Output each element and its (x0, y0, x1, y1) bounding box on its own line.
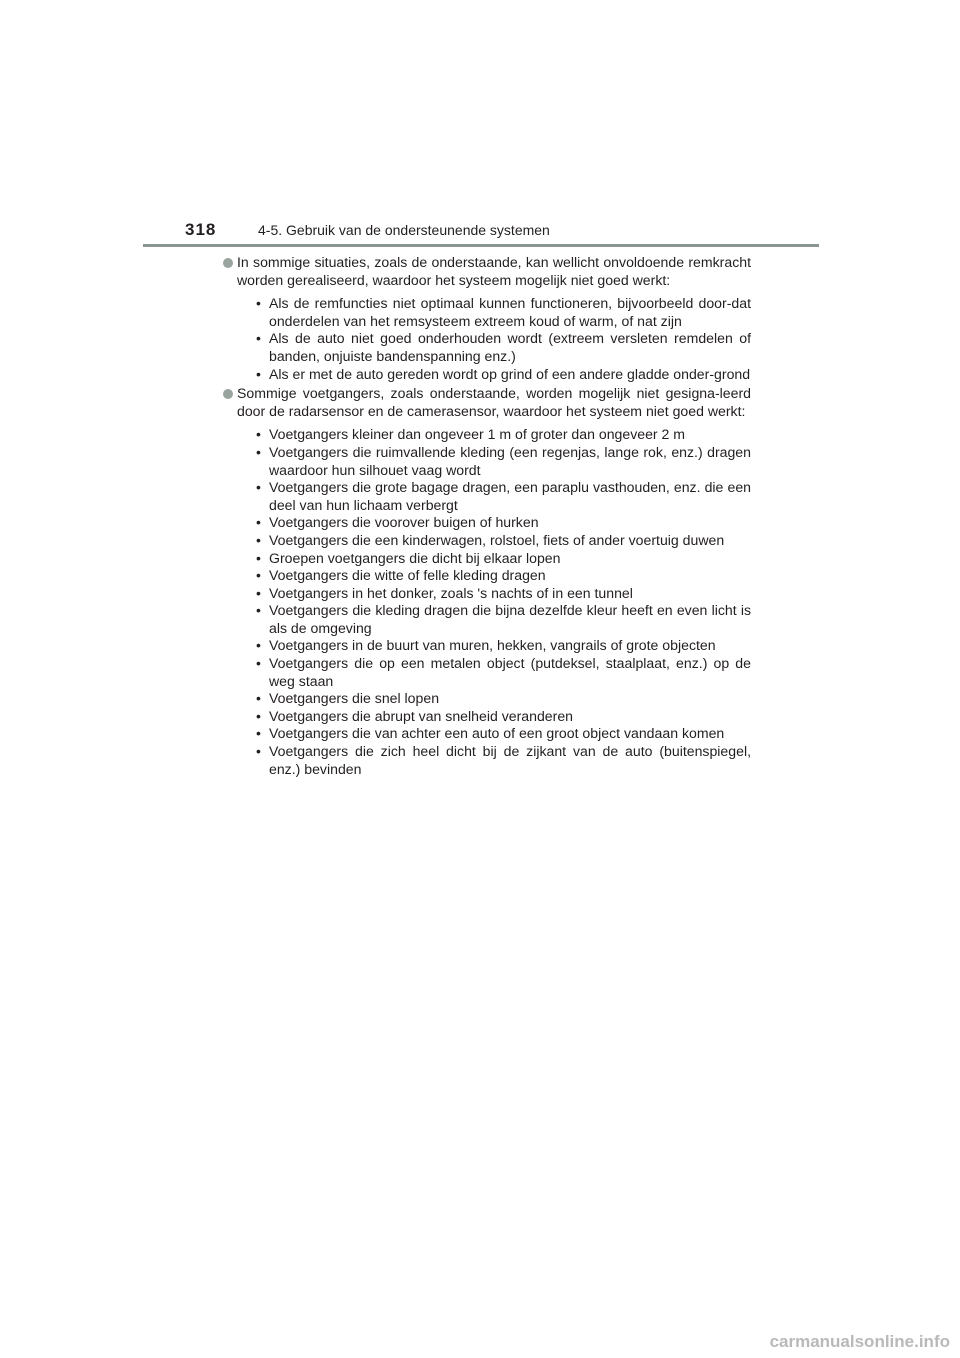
list-item: • Als er met de auto gereden wordt op grind of een andere gladde onder-grond (256, 365, 751, 382)
list-item: • Als de remfuncties niet optimaal kunnen functioneren, bijvoorbeeld door-dat onderdelen van het remsysteem extreem koud of warm, of nat zijn (256, 295, 751, 329)
watermark: carmanualsonline.info (769, 1332, 950, 1351)
block-text: In sommige situaties, zoals de onderstaande, kan wellicht onvoldoende remkracht worden gerealiseerd, waardoor het systeem mogelijk niet goed werkt: (237, 254, 751, 288)
list-item: • Voetgangers in het donker, zoals 's nachts of in een tunnel (256, 584, 633, 601)
content (221, 254, 751, 780)
list-item: • Als de auto niet goed onderhouden wordt (extreem versleten remdelen of banden, onjuiste bandenspanning enz.) (256, 330, 751, 364)
header-rule (143, 244, 819, 247)
page-number: 318 (185, 220, 217, 239)
list-item: • Voetgangers die zich heel dicht bij de zijkant van de auto (buitenspiegel, enz.) bevinden (256, 743, 751, 777)
list-item: • Voetgangers die kleding dragen die bijna dezelfde kleur heeft en even licht is als de omgeving (256, 602, 751, 636)
list-item: • Voetgangers die een kinderwagen, rolstoel, fiets of ander voertuig duwen (256, 531, 725, 548)
sub-list (253, 426, 751, 778)
list-item: • Voetgangers die abrupt van snelheid veranderen (256, 707, 574, 724)
section-title: 4-5. Gebruik van de ondersteunende systemen (258, 222, 550, 238)
list-item: • Voetgangers die ruimvallende kleding (een regenjas, lange rok, enz.) dragen waardoor hun silhouet vaag wordt (256, 443, 751, 478)
list-item: • Voetgangers die op een metalen object (putdeksel, staalplaat, enz.) op de weg staan (256, 655, 751, 689)
bullet-block-braking (221, 254, 751, 383)
list-item: • Voetgangers die van achter een auto of een groot object vandaan komen (256, 725, 725, 742)
list-item: • Voetgangers kleiner dan ongeveer 1 m of groter dan ongeveer 2 m (256, 426, 686, 443)
list-item: • Voetgangers die grote bagage dragen, een paraplu vasthouden, enz. die een deel van hun lichaam verbergt (256, 479, 751, 513)
block-text: Sommige voetgangers, zoals onderstaande, worden mogelijk niet gesigna-leerd door de radarsensor en de camerasensor, waardoor het systeem niet goed werkt: (237, 385, 751, 419)
circle-bullet-icon (223, 258, 233, 268)
bullet-block-pedestrians (221, 385, 751, 778)
sub-list (253, 295, 751, 383)
list-item: • Voetgangers die snel lopen (256, 690, 440, 707)
list-item: • Groepen voetgangers die dicht bij elkaar lopen (256, 549, 561, 566)
list-item: • Voetgangers in de buurt van muren, hekken, vangrails of grote objecten (256, 637, 716, 654)
list-item: • Voetgangers die witte of felle kleding dragen (256, 567, 546, 584)
circle-bullet-icon (223, 389, 233, 399)
list-item: • Voetgangers die voorover buigen of hurken (256, 514, 539, 531)
